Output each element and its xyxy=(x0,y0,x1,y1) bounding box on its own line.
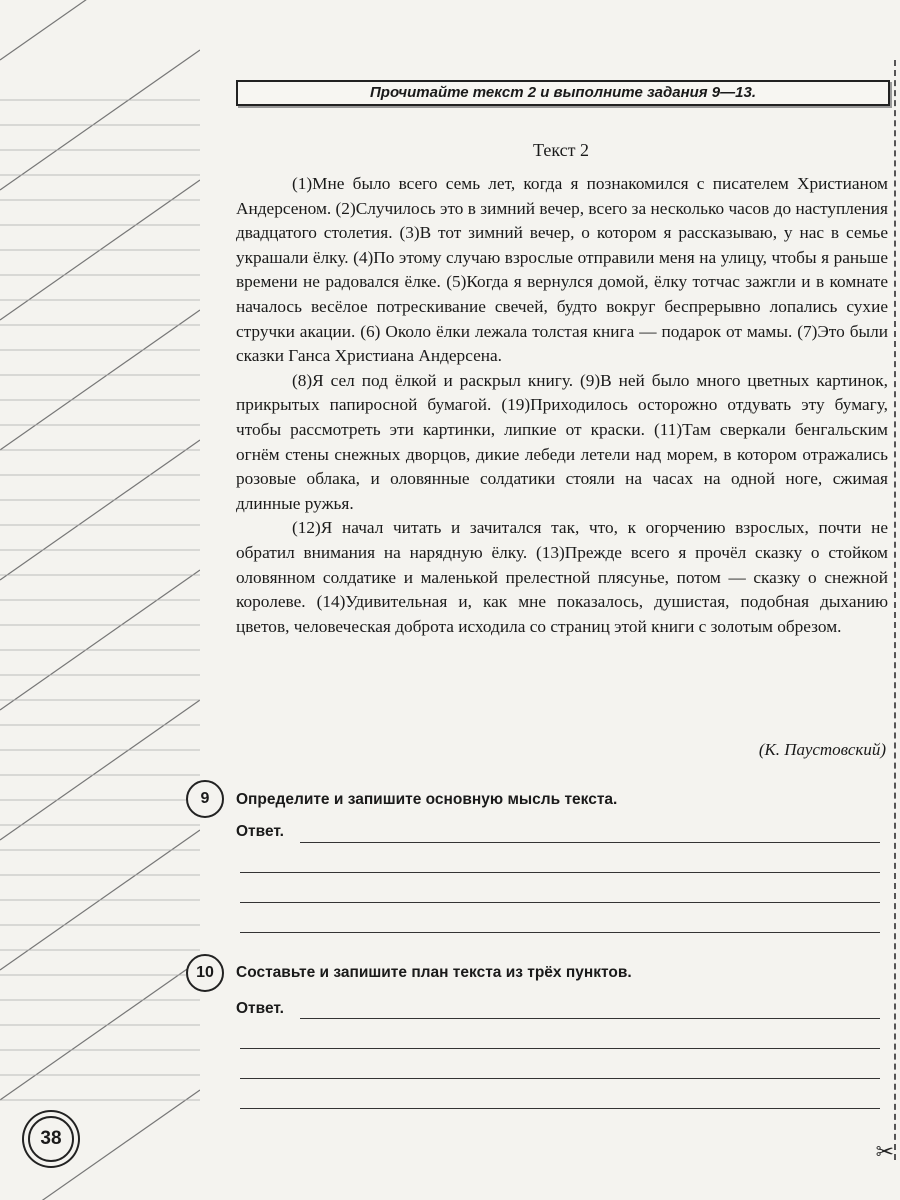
page-number: 38 xyxy=(28,1116,74,1162)
task-10-question: Составьте и запишите план текста из трёх пунктов. xyxy=(236,964,632,981)
instruction-header: Прочитайте текст 2 и выполните задания 9—13. xyxy=(236,80,890,106)
task-9-number: 9 xyxy=(186,780,224,818)
text-title: Текст 2 xyxy=(533,140,589,160)
passage-paragraph: (12)Я начал читать и зачитался так, что, к огорчению взрослых, почти не обратил внимания на нарядную ёлку. (13)Прежде всего я прочёл сказку о стойком оловянном солдатике и маленькой прелестной плясунье, потом — сказку о снежной королеве. (14)Удивительная и, как мне показалось, душистая, подобная дыханию цветов, человеческая доброта исходила со страниц этой книги с золотым обрезом. xyxy=(236,518,888,636)
author-attribution: (К. Паустовский) xyxy=(758,740,886,759)
task-10-answer-line[interactable] xyxy=(240,1108,880,1109)
task-10-answer-line[interactable] xyxy=(300,1018,880,1019)
task-9-answer-line[interactable] xyxy=(240,902,880,903)
task-10-answer-label: Ответ. xyxy=(236,1000,284,1017)
left-margin-guides xyxy=(0,0,200,1200)
task-9-question: Определите и запишите основную мысль текста. xyxy=(236,791,618,808)
task-10-answer-line[interactable] xyxy=(240,1078,880,1079)
task-10-answer-line[interactable] xyxy=(240,1048,880,1049)
task-9-answer-line[interactable] xyxy=(240,932,880,933)
cut-line xyxy=(894,60,896,1160)
task-9-answer-line[interactable] xyxy=(300,842,880,843)
passage-paragraph: (1)Мне было всего семь лет, когда я познакомился с писателем Христианом Андерсеном. (2)Случилось это в зимний вечер, всего за несколько часов до наступления двадцатого столетия. (3)В тот зимний вечер, о котором я рассказываю, у нас в семье украшали ёлку. (4)По этому случаю взрослые отправили меня на улицу, чтобы я раньше времени не радовался ёлке. (5)Когда я вернулся домой, ёлку тотчас зажгли и в комнате началось весёлое потрескивание свечей, будто вокруг беспрерывно лопались сухие стручки акации. (6) Около ёлки лежала толстая книга — подарок от мамы. (7)Это были сказки Ганса Христиана Андерсена. xyxy=(236,174,888,366)
task-9-answer-label: Ответ. xyxy=(236,823,284,840)
reading-passage xyxy=(236,172,888,639)
scissors-icon: ✂ xyxy=(875,1140,894,1165)
passage-paragraph: (8)Я сел под ёлкой и раскрыл книгу. (9)В ней было много цветных картинок, прикрытых папиросной бумагой. (19)Приходилось осторожно отдувать эту бумагу, чтобы рассмотреть эти картинки, липкие от краски. (11)Там сверкали бенгальским огнём стены снежных дворцов, дикие лебеди летели над морем, в котором отражались розовые облака, и оловянные солдатики стояли на часах на одной ноге, сжимая длинные ружья. xyxy=(236,370,888,513)
task-9-answer-line[interactable] xyxy=(240,872,880,873)
task-10-number: 10 xyxy=(186,954,224,992)
